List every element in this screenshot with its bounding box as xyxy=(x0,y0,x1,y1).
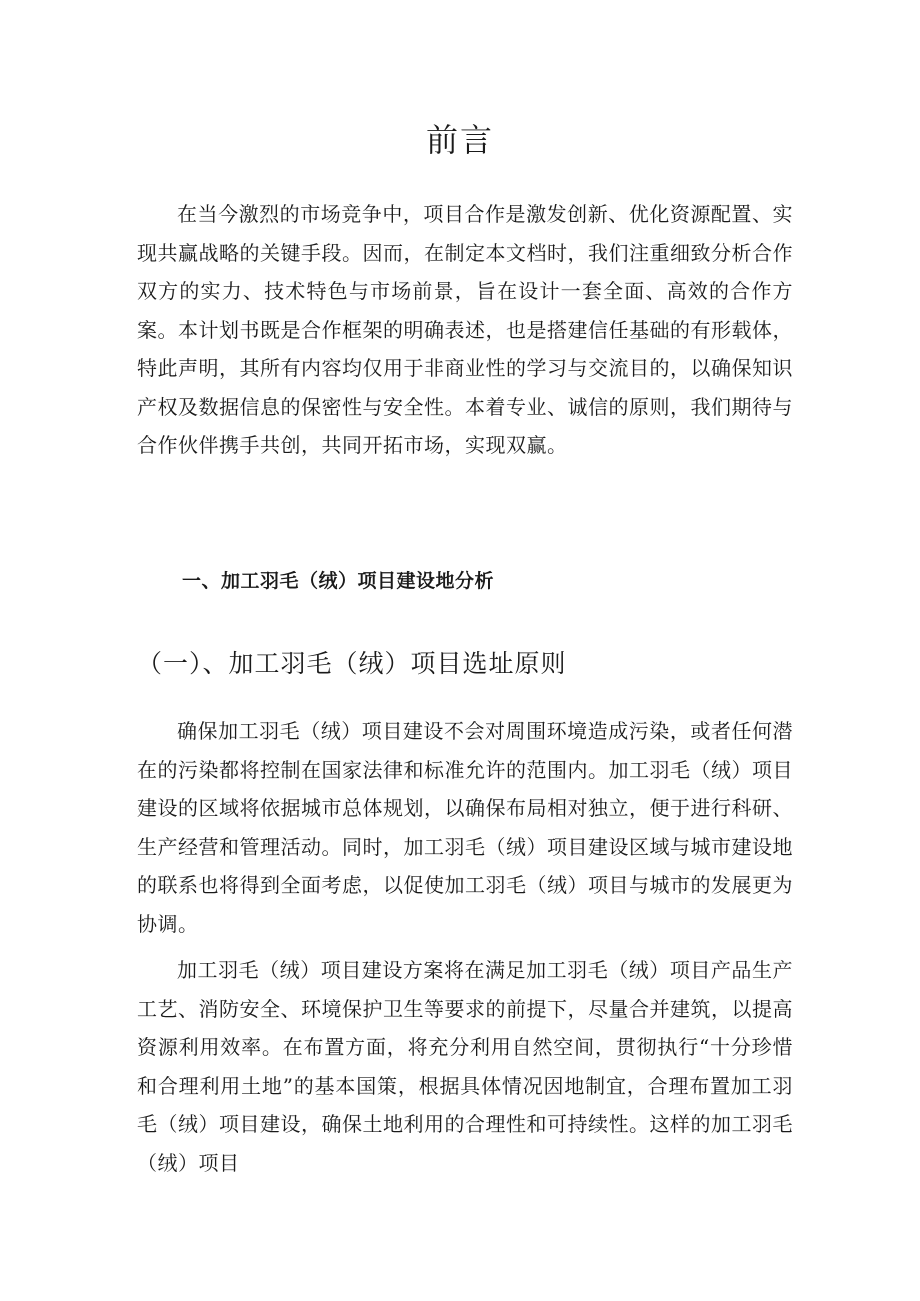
body-section xyxy=(137,712,793,1182)
intro-section xyxy=(137,195,793,465)
subsection-heading: （一）、加工羽毛（绒）项目选址原则 xyxy=(137,649,567,678)
intro-paragraph: 在当今激烈的市场竞争中，项目合作是激发创新、优化资源配置、实现共赢战略的关键手段。因而，在制定本文档时，我们注重细致分析合作双方的实力、技术特色与市场前景，旨在设计一套全面、高效的合作方案。本计划书既是合作框架的明确表述，也是搭建信任基础的有形载体，特此声明，其所有内容均仅用于非商业性的学习与交流目的，以确保知识产权及数据信息的保密性与安全性。本着专业、诚信的原则，我们期待与合作伙伴携手共创，共同开拓市场，实现双赢。 xyxy=(137,202,793,457)
body-paragraph-2: 加工羽毛（绒）项目建设方案将在满足加工羽毛（绒）项目产品生产工艺、消防安全、环境保护卫生等要求的前提下，尽量合并建筑，以提高资源利用效率。在布置方面，将充分利用自然空间，贯彻执行“十分珍惜和合理利用土地”的基本国策，根据具体情况因地制宜，合理布置加工羽毛（绒）项目建设，确保土地利用的合理性和可持续性。这样的加工羽毛（绒）项目 xyxy=(137,958,793,1175)
page-title: 前言 xyxy=(425,121,494,159)
section-heading: 一、加工羽毛（绒）项目建设地分析 xyxy=(182,570,495,592)
body-paragraph-1: 确保加工羽毛（绒）项目建设不会对周围环境造成污染，或者任何潜在的污染都将控制在国家法律和标准允许的范围内。加工羽毛（绒）项目建设的区域将依据城市总体规划，以确保布局相对独立，便于进行科研、生产经营和管理活动。同时，加工羽毛（绒）项目建设区域与城市建设地的联系也将得到全面考虑，以促使加工羽毛（绒）项目与城市的发展更为协调。 xyxy=(137,719,793,936)
